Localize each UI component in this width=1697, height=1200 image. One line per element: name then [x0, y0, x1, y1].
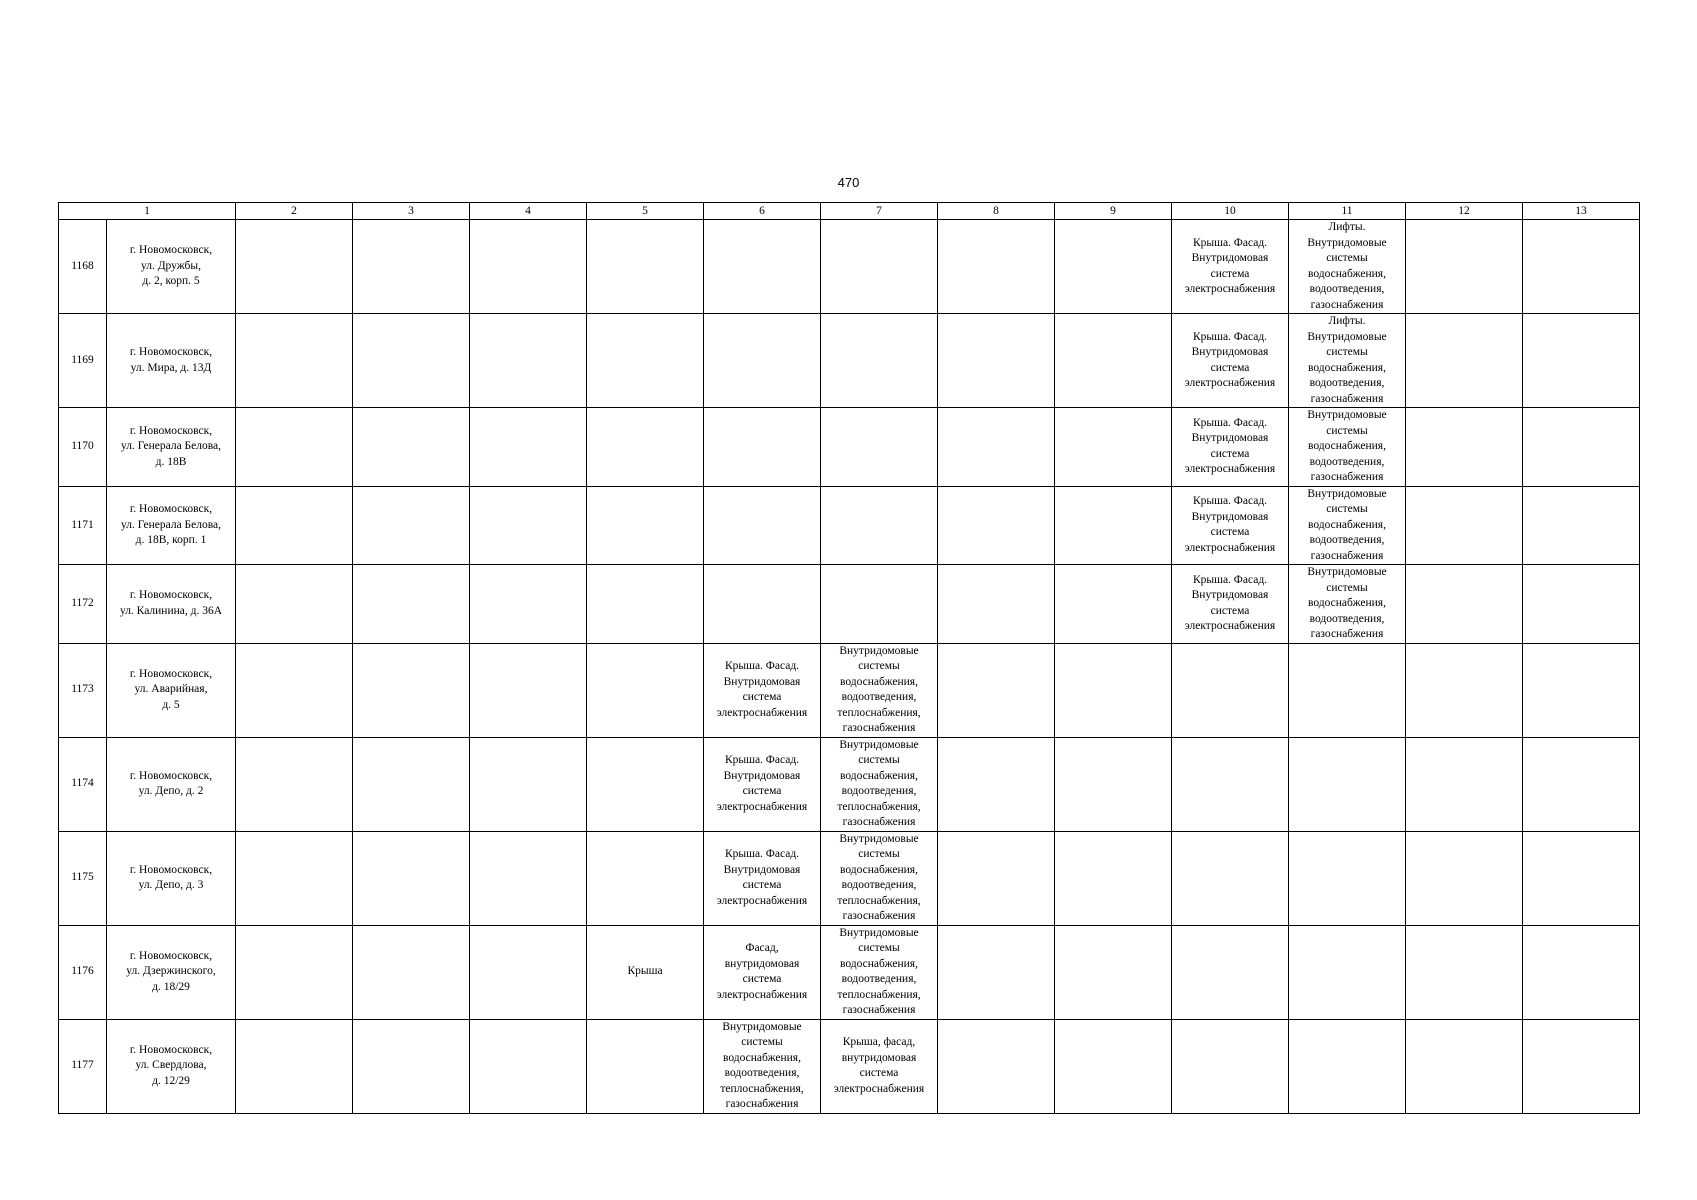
column-2-cell — [236, 486, 353, 565]
column-6-cell — [704, 408, 821, 487]
row-number-cell: 1169 — [59, 314, 107, 408]
column-header-11: 11 — [1289, 203, 1406, 220]
column-header-13: 13 — [1523, 203, 1640, 220]
column-5-cell: Крыша — [587, 925, 704, 1019]
address-cell: г. Новомосковск, ул. Депо, д. 3 — [107, 831, 236, 925]
column-11-cell: Лифты. Внутридомовые системы водоснабжения, водоотведения, газоснабжения — [1289, 220, 1406, 314]
row-number-cell: 1177 — [59, 1019, 107, 1113]
address-cell: г. Новомосковск, ул. Генерала Белова, д. 18В — [107, 408, 236, 487]
column-header-12: 12 — [1406, 203, 1523, 220]
column-4-cell — [470, 925, 587, 1019]
column-7-cell — [821, 565, 938, 644]
column-4-cell — [470, 220, 587, 314]
column-12-cell — [1406, 925, 1523, 1019]
column-11-cell — [1289, 643, 1406, 737]
column-2-cell — [236, 831, 353, 925]
column-5-cell — [587, 565, 704, 644]
column-4-cell — [470, 486, 587, 565]
column-5-cell — [587, 314, 704, 408]
column-header-7: 7 — [821, 203, 938, 220]
column-9-cell — [1055, 314, 1172, 408]
address-cell: г. Новомосковск, ул. Калинина, д. 36А — [107, 565, 236, 644]
column-8-cell — [938, 565, 1055, 644]
column-2-cell — [236, 643, 353, 737]
column-10-cell: Крыша. Фасад. Внутридомовая система электроснабжения — [1172, 314, 1289, 408]
row-number-cell: 1171 — [59, 486, 107, 565]
column-11-cell — [1289, 925, 1406, 1019]
column-13-cell — [1523, 408, 1640, 487]
table-row — [59, 408, 1640, 487]
column-7-cell: Внутридомовые системы водоснабжения, водоотведения, теплоснабжения, газоснабжения — [821, 737, 938, 831]
address-cell: г. Новомосковск, ул. Мира, д. 13Д — [107, 314, 236, 408]
table-body — [59, 220, 1640, 1114]
column-2-cell — [236, 925, 353, 1019]
column-13-cell — [1523, 486, 1640, 565]
column-9-cell — [1055, 831, 1172, 925]
column-2-cell — [236, 1019, 353, 1113]
column-7-cell: Внутридомовые системы водоснабжения, водоотведения, теплоснабжения, газоснабжения — [821, 643, 938, 737]
column-header-9: 9 — [1055, 203, 1172, 220]
column-13-cell — [1523, 565, 1640, 644]
table-row — [59, 1019, 1640, 1113]
column-11-cell — [1289, 1019, 1406, 1113]
column-13-cell — [1523, 643, 1640, 737]
column-9-cell — [1055, 925, 1172, 1019]
column-header-6: 6 — [704, 203, 821, 220]
column-7-cell: Внутридомовые системы водоснабжения, водоотведения, теплоснабжения, газоснабжения — [821, 831, 938, 925]
column-13-cell — [1523, 314, 1640, 408]
column-5-cell — [587, 1019, 704, 1113]
column-2-cell — [236, 565, 353, 644]
table-row — [59, 486, 1640, 565]
column-4-cell — [470, 565, 587, 644]
column-5-cell — [587, 408, 704, 487]
column-5-cell — [587, 737, 704, 831]
column-2-cell — [236, 314, 353, 408]
column-4-cell — [470, 408, 587, 487]
column-4-cell — [470, 643, 587, 737]
row-number-cell: 1174 — [59, 737, 107, 831]
column-8-cell — [938, 1019, 1055, 1113]
column-3-cell — [353, 831, 470, 925]
column-10-cell: Крыша. Фасад. Внутридомовая система электроснабжения — [1172, 565, 1289, 644]
column-6-cell — [704, 565, 821, 644]
column-6-cell — [704, 486, 821, 565]
column-10-cell — [1172, 1019, 1289, 1113]
column-10-cell — [1172, 643, 1289, 737]
table-row — [59, 737, 1640, 831]
column-9-cell — [1055, 1019, 1172, 1113]
column-9-cell — [1055, 220, 1172, 314]
column-10-cell: Крыша. Фасад. Внутридомовая система электроснабжения — [1172, 220, 1289, 314]
column-12-cell — [1406, 565, 1523, 644]
column-3-cell — [353, 643, 470, 737]
column-10-cell: Крыша. Фасад. Внутридомовая система электроснабжения — [1172, 486, 1289, 565]
column-6-cell: Внутридомовые системы водоснабжения, водоотведения, теплоснабжения, газоснабжения — [704, 1019, 821, 1113]
address-cell: г. Новомосковск, ул. Аварийная, д. 5 — [107, 643, 236, 737]
column-3-cell — [353, 314, 470, 408]
column-header-5: 5 — [587, 203, 704, 220]
column-9-cell — [1055, 737, 1172, 831]
column-3-cell — [353, 565, 470, 644]
column-8-cell — [938, 737, 1055, 831]
column-11-cell: Внутридомовые системы водоснабжения, водоотведения, газоснабжения — [1289, 486, 1406, 565]
column-6-cell: Крыша. Фасад. Внутридомовая система электроснабжения — [704, 643, 821, 737]
column-3-cell — [353, 408, 470, 487]
column-8-cell — [938, 643, 1055, 737]
column-13-cell — [1523, 220, 1640, 314]
column-header-10: 10 — [1172, 203, 1289, 220]
column-2-cell — [236, 737, 353, 831]
table-row — [59, 220, 1640, 314]
column-12-cell — [1406, 643, 1523, 737]
table-row — [59, 565, 1640, 644]
column-3-cell — [353, 737, 470, 831]
row-number-cell: 1168 — [59, 220, 107, 314]
table-row — [59, 643, 1640, 737]
column-9-cell — [1055, 643, 1172, 737]
column-9-cell — [1055, 565, 1172, 644]
row-number-cell: 1173 — [59, 643, 107, 737]
column-3-cell — [353, 220, 470, 314]
row-number-cell: 1176 — [59, 925, 107, 1019]
column-13-cell — [1523, 1019, 1640, 1113]
column-12-cell — [1406, 408, 1523, 487]
column-8-cell — [938, 925, 1055, 1019]
column-5-cell — [587, 220, 704, 314]
column-7-cell — [821, 314, 938, 408]
column-9-cell — [1055, 408, 1172, 487]
address-cell: г. Новомосковск, ул. Свердлова, д. 12/29 — [107, 1019, 236, 1113]
column-11-cell — [1289, 737, 1406, 831]
row-number-cell: 1170 — [59, 408, 107, 487]
column-10-cell — [1172, 831, 1289, 925]
address-cell: г. Новомосковск, ул. Дзержинского, д. 18/29 — [107, 925, 236, 1019]
column-9-cell — [1055, 486, 1172, 565]
column-header-8: 8 — [938, 203, 1055, 220]
column-12-cell — [1406, 314, 1523, 408]
column-8-cell — [938, 486, 1055, 565]
column-5-cell — [587, 486, 704, 565]
column-5-cell — [587, 643, 704, 737]
column-header-3: 3 — [353, 203, 470, 220]
column-4-cell — [470, 314, 587, 408]
column-header-1: 1 — [59, 203, 236, 220]
column-10-cell — [1172, 925, 1289, 1019]
column-8-cell — [938, 220, 1055, 314]
column-header-4: 4 — [470, 203, 587, 220]
page-number: 470 — [837, 175, 860, 190]
column-11-cell — [1289, 831, 1406, 925]
column-10-cell: Крыша. Фасад. Внутридомовая система электроснабжения — [1172, 408, 1289, 487]
table-row — [59, 925, 1640, 1019]
column-4-cell — [470, 831, 587, 925]
column-12-cell — [1406, 1019, 1523, 1113]
column-12-cell — [1406, 831, 1523, 925]
column-6-cell: Фасад, внутридомовая система электроснабжения — [704, 925, 821, 1019]
column-header-2: 2 — [236, 203, 353, 220]
column-6-cell — [704, 220, 821, 314]
column-4-cell — [470, 737, 587, 831]
column-6-cell: Крыша. Фасад. Внутридомовая система электроснабжения — [704, 737, 821, 831]
column-2-cell — [236, 220, 353, 314]
column-7-cell — [821, 408, 938, 487]
column-8-cell — [938, 408, 1055, 487]
column-3-cell — [353, 925, 470, 1019]
column-5-cell — [587, 831, 704, 925]
repair-register-table — [58, 202, 1640, 1114]
table-row — [59, 831, 1640, 925]
address-cell: г. Новомосковск, ул. Депо, д. 2 — [107, 737, 236, 831]
column-13-cell — [1523, 925, 1640, 1019]
column-7-cell — [821, 486, 938, 565]
column-7-cell: Внутридомовые системы водоснабжения, водоотведения, теплоснабжения, газоснабжения — [821, 925, 938, 1019]
address-cell: г. Новомосковск, ул. Дружбы, д. 2, корп. 5 — [107, 220, 236, 314]
column-number-header-row — [59, 203, 1640, 220]
column-4-cell — [470, 1019, 587, 1113]
row-number-cell: 1172 — [59, 565, 107, 644]
column-12-cell — [1406, 220, 1523, 314]
column-11-cell: Внутридомовые системы водоснабжения, водоотведения, газоснабжения — [1289, 408, 1406, 487]
column-12-cell — [1406, 737, 1523, 831]
column-3-cell — [353, 1019, 470, 1113]
column-8-cell — [938, 831, 1055, 925]
column-7-cell: Крыша, фасад, внутридомовая система электроснабжения — [821, 1019, 938, 1113]
column-6-cell — [704, 314, 821, 408]
column-11-cell: Внутридомовые системы водоснабжения, водоотведения, газоснабжения — [1289, 565, 1406, 644]
column-11-cell: Лифты. Внутридомовые системы водоснабжения, водоотведения, газоснабжения — [1289, 314, 1406, 408]
column-8-cell — [938, 314, 1055, 408]
address-cell: г. Новомосковск, ул. Генерала Белова, д. 18В, корп. 1 — [107, 486, 236, 565]
column-13-cell — [1523, 831, 1640, 925]
column-3-cell — [353, 486, 470, 565]
column-12-cell — [1406, 486, 1523, 565]
table-row — [59, 314, 1640, 408]
row-number-cell: 1175 — [59, 831, 107, 925]
column-10-cell — [1172, 737, 1289, 831]
column-2-cell — [236, 408, 353, 487]
column-6-cell: Крыша. Фасад. Внутридомовая система электроснабжения — [704, 831, 821, 925]
column-13-cell — [1523, 737, 1640, 831]
column-7-cell — [821, 220, 938, 314]
